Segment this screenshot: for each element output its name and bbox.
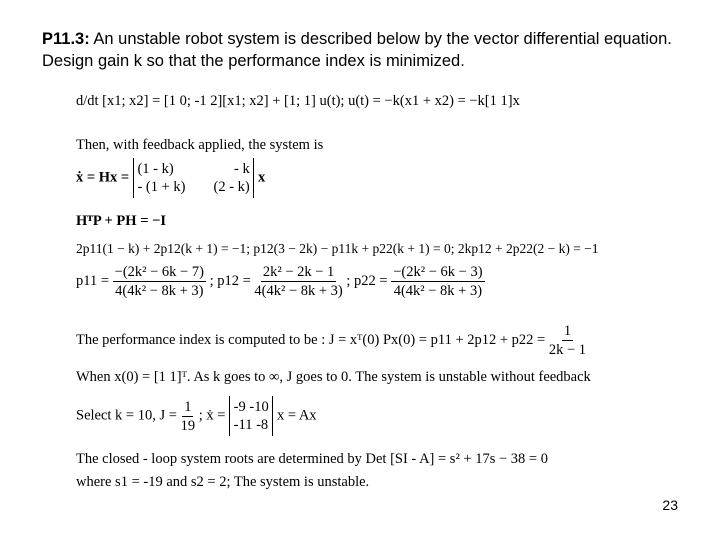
select-matrix-left-bar [229, 396, 230, 436]
matrix-right-bar [253, 158, 254, 198]
closed-loop-rhs: x [257, 169, 266, 186]
p22-numerator: −(2k² − 6k − 3) [393, 264, 483, 280]
state-equation: d/dt [x1; x2] = [1 0; -1 2][x1; x2] + [1; 1] u(t); u(t) = −k(x1 + x2) = −k[1 1]x [76, 93, 520, 109]
problem-title [42, 28, 682, 72]
closed-loop-r1c2: - k [234, 161, 250, 177]
closed-loop-system [76, 158, 265, 198]
p22-label: ; p22 = [346, 272, 388, 289]
performance-fraction [549, 322, 586, 359]
select-fraction [181, 398, 196, 435]
performance-text: The performance index is computed to be : J = xᵀ(0) Px(0) = p11 + 2p12 + p22 = [76, 331, 546, 348]
p12-numerator: 2k² − 2k − 1 [262, 264, 335, 280]
select-matrix [234, 398, 269, 434]
select-mid: ; ẋ = [198, 407, 226, 424]
performance-denominator: 2k − 1 [548, 342, 587, 358]
closed-loop-lhs: ẋ = Hx = [76, 169, 130, 186]
select-gain [76, 396, 317, 436]
select-post: x = Ax [276, 407, 317, 424]
page-number: 23 [662, 497, 678, 513]
performance-numerator: 1 [563, 323, 572, 339]
p11-numerator: −(2k² − 6k − 7) [114, 264, 204, 280]
p11-denominator: 4(4k² − 8k + 3) [115, 283, 204, 299]
feedback-intro: Then, with feedback applied, the system is [76, 137, 324, 153]
p12-denominator: 4(4k² − 8k + 3) [254, 283, 343, 299]
p12-label: ; p12 = [209, 272, 251, 289]
roots-line: The closed - loop system roots are determined by Det [SI - A] = s² + 17s − 38 = 0 [76, 451, 548, 467]
p12-fraction [254, 263, 342, 300]
p-equations: 2p11(1 − k) + 2p12(k + 1) = −1; p12(3 − 2k) − p11k + p22(k + 1) = 0; 2kp12 + 2p22(2 − k) = −1 [76, 241, 599, 256]
closed-loop-r1c1: (1 - k) [137, 161, 174, 177]
select-denominator: 19 [180, 417, 196, 434]
closed-loop-r2c1: - (1 + k) [137, 179, 186, 195]
p11-label: p11 = [76, 272, 110, 289]
limit-statement: When x(0) = [1 1]ᵀ. As k goes to ∞, J goes to 0. The system is unstable without feedback [76, 369, 591, 385]
matrix-left-bar [133, 158, 134, 198]
select-matrix-right-bar [272, 396, 273, 436]
closed-loop-r2c2: (2 - k) [213, 179, 250, 195]
select-row-1: -9 -10 [233, 399, 269, 415]
lyapunov-equation [76, 212, 166, 230]
p22-fraction [391, 263, 484, 300]
p22-denominator: 4(4k² − 8k + 3) [393, 283, 483, 299]
select-row-2: -11 -8 [233, 417, 269, 433]
problem-label: P11.3: [42, 30, 90, 48]
problem-statement: An unstable robot system is described below by the vector differential equation. Design gain k so that the performance index is minimized. [42, 30, 672, 70]
lyapunov-text: HᵀP + PH = −I [76, 213, 166, 229]
p11-fraction [113, 263, 206, 300]
select-numerator: 1 [184, 398, 192, 415]
performance-index [76, 322, 586, 359]
select-text: Select k = 10, J = [76, 407, 177, 424]
roots-result: where s1 = -19 and s2 = 2; The system is unstable. [76, 474, 370, 490]
closed-loop-matrix [137, 160, 249, 196]
p-solutions [76, 263, 485, 300]
